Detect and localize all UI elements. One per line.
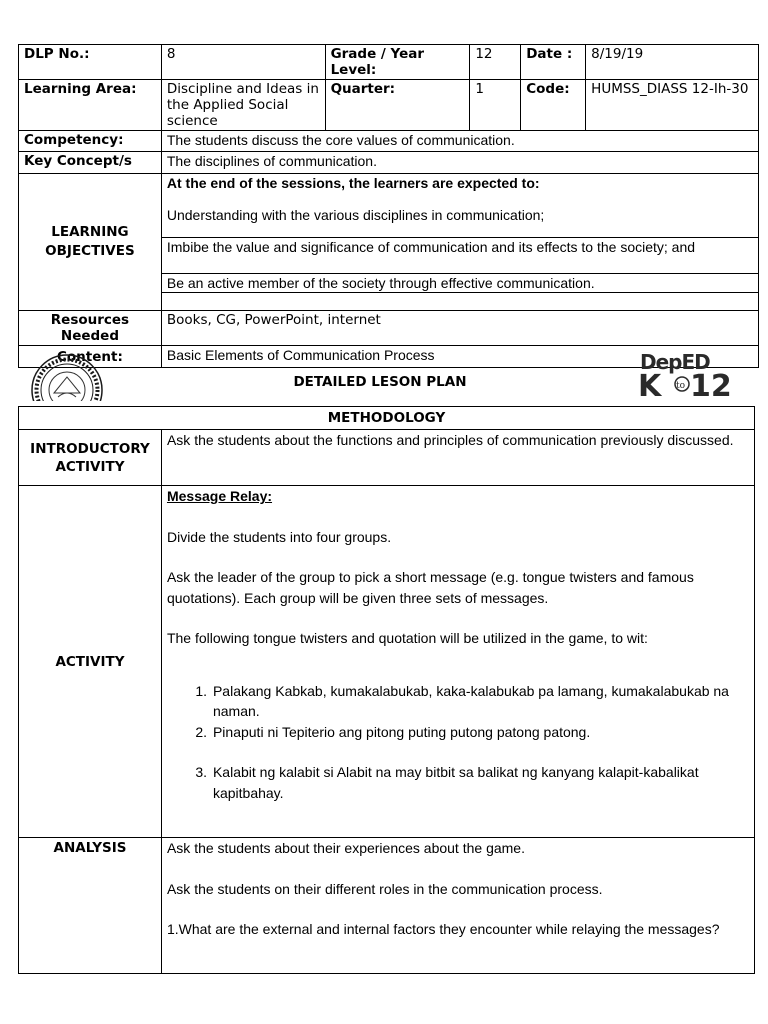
code-label: Code: [521,80,586,131]
logo-k-text: K [638,369,662,397]
activity-label: ACTIVITY [19,486,162,838]
content-value: Basic Elements of Communication Process [161,346,758,368]
logo-to-text: to [676,381,686,391]
content-label: Content: [19,346,162,368]
competency-label: Competency: [19,131,162,152]
activity-title: Message Relay: [166,488,273,504]
intro-label-line2: ACTIVITY [55,458,125,475]
methodology-table [18,406,755,974]
list-item: 2. Pinaputi ni Tepiterio ang pitong puting putong patong patong. [211,722,749,743]
objectives-blank-row [161,293,758,311]
logo-deped-text: DepED [640,351,710,374]
resources-label: Resources Needed [19,311,162,346]
analysis-paragraph-2: Ask the students on their different roles in the communication process. [166,880,603,897]
introductory-activity-text: Ask the students about the functions and principles of communication previously discussed. [161,430,754,486]
key-concept-value: The disciplines of communication. [161,152,758,174]
key-concept-label: Key Concept/s [19,152,162,174]
objective-item-3: Be an active member of the society through effective communication. [161,274,758,293]
dlp-label: DLP No.: [19,45,162,80]
tongue-twister-list [167,681,749,804]
resources-value: Books, CG, PowerPoint, internet [161,311,758,346]
activity-paragraph-1: Divide the students into four groups. [166,528,392,545]
learning-objectives-label [19,174,162,311]
activity-content [161,486,754,838]
objective-item-1: Understanding with the various disciplines in communication; [166,207,545,223]
list-item: 3. Kalabit ng kalabit si Alabit na may bitbit sa balikat ng kanyang kalapit-kabalikat kapitbahay. [211,762,749,803]
code-value: HUMSS_DIASS 12-Ih-30 [586,80,759,131]
plan-title: DETAILED LESON PLAN [293,374,467,390]
introductory-activity-label [19,430,162,486]
activity-paragraph-3: The following tongue twisters and quotation will be utilized in the game, to wit: [166,630,648,646]
objectives-intro: At the end of the sessions, the learners are expected to: [166,175,540,191]
intro-label-line1: INTRODUCTORY [30,440,150,457]
dlp-value: 8 [161,45,325,80]
quarter-label: Quarter: [325,80,470,131]
analysis-paragraph-1: Ask the students about their experiences about the game. [166,840,525,856]
objectives-cell-1 [161,174,758,238]
quarter-value: 1 [470,80,521,131]
deped-k12-logo [638,351,756,397]
objective-item-2: Imbibe the value and significance of communication and its effects to the society; and [161,238,758,274]
analysis-label: ANALYSIS [19,838,162,974]
competency-value: The students discuss the core values of communication. [161,131,758,152]
deped-seal-logo [30,353,104,401]
grade-value: 12 [470,45,521,80]
grade-label: Grade / Year Level: [325,45,470,80]
analysis-content [161,838,754,974]
lesson-header-table [18,44,759,368]
methodology-heading: METHODOLOGY [19,407,755,430]
activity-paragraph-2: Ask the leader of the group to pick a short message (e.g. tongue twisters and famous quotations). Each group will be given three sets of messages. [166,569,694,606]
date-label: Date : [521,45,586,80]
objectives-label-line1: LEARNING [51,224,129,240]
logo-12-text: 12 [690,369,732,397]
learning-area-value: Discipline and Ideas in the Applied Social science [161,80,325,131]
k12-logo-icon [638,351,756,397]
date-value: 8/19/19 [586,45,759,80]
objectives-label-line2: OBJECTIVES [45,243,135,259]
learning-area-label: Learning Area: [19,80,162,131]
list-item: 1. Palakang Kabkab, kumakalabukab, kaka-kalabukab pa lamang, kumakalabukab na naman. [211,681,749,722]
analysis-paragraph-3: 1.What are the external and internal factors they encounter while relaying the messages? [166,921,720,937]
seal-icon [30,353,104,401]
